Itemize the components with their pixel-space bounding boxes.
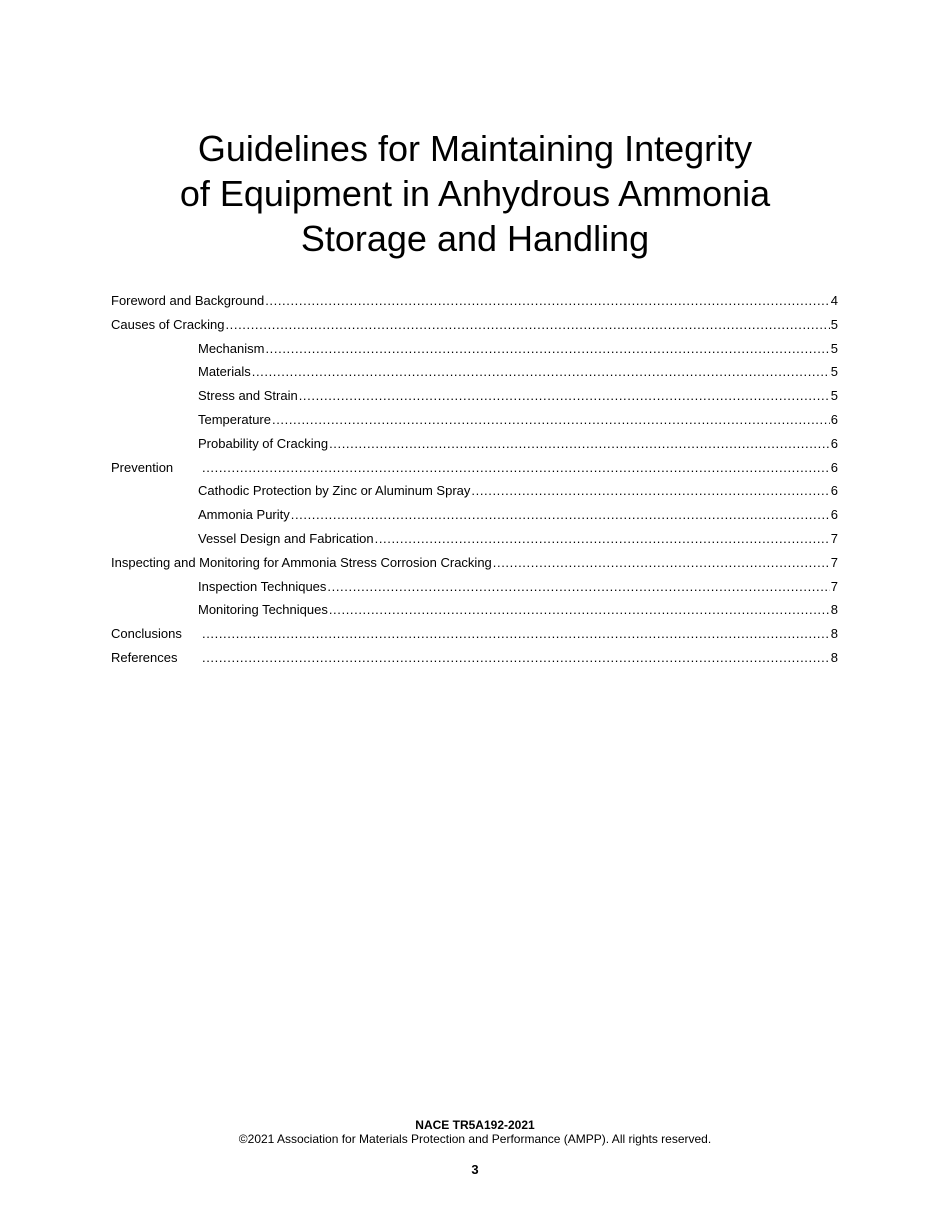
toc-entry-label: References bbox=[111, 649, 178, 665]
toc-dot-leader bbox=[327, 578, 829, 595]
document-title bbox=[0, 126, 950, 261]
toc-entry-materials[interactable] bbox=[111, 363, 838, 387]
document-id: NACE TR5A192-2021 bbox=[415, 1118, 535, 1132]
toc-dot-leader bbox=[493, 554, 830, 571]
toc-entry-label: Stress and Strain bbox=[198, 388, 298, 404]
toc-dot-leader bbox=[225, 316, 829, 333]
toc-entry-label: Monitoring Techniques bbox=[198, 602, 328, 618]
toc-entry-page: 8 bbox=[830, 649, 838, 665]
toc-entry-label: Causes of Cracking bbox=[111, 316, 225, 332]
toc-entry-page: 6 bbox=[830, 435, 838, 451]
toc-entry-monitoring-techniques[interactable] bbox=[111, 601, 838, 625]
toc-dot-leader bbox=[291, 506, 830, 523]
toc-entry-probability-of-cracking[interactable] bbox=[111, 435, 838, 459]
toc-entry-label: Prevention bbox=[111, 459, 174, 475]
toc-entry-label: Mechanism bbox=[198, 340, 265, 356]
toc-entry-page: 8 bbox=[830, 602, 838, 618]
toc-entry-page: 6 bbox=[830, 507, 838, 523]
toc-entry-label: Temperature bbox=[198, 411, 271, 427]
toc-dot-leader bbox=[471, 482, 829, 499]
toc-entry-page: 7 bbox=[830, 554, 838, 570]
toc-entry-foreword[interactable] bbox=[111, 292, 838, 316]
toc-entry-page: 7 bbox=[830, 530, 838, 546]
toc-entry-page: 5 bbox=[830, 388, 838, 404]
toc-entry-page: 7 bbox=[830, 578, 838, 594]
toc-entry-page: 8 bbox=[830, 626, 838, 642]
toc-entry-inspecting-and-monitoring[interactable] bbox=[111, 554, 838, 578]
toc-entry-inspection-techniques[interactable] bbox=[111, 578, 838, 602]
toc-entry-page: 5 bbox=[830, 340, 838, 356]
toc-entry-label: Inspection Techniques bbox=[198, 578, 327, 594]
toc-entry-page: 6 bbox=[830, 459, 838, 475]
title-line-2: of Equipment in Anhydrous Ammonia bbox=[179, 173, 771, 214]
toc-entry-label: Foreword and Background bbox=[111, 293, 265, 308]
toc-entry-label: Materials bbox=[198, 364, 251, 380]
toc-entry-vessel-design[interactable] bbox=[111, 530, 838, 554]
toc-entry-conclusions[interactable] bbox=[111, 625, 838, 649]
toc-dot-leader bbox=[202, 625, 830, 642]
page-footer bbox=[0, 1118, 950, 1177]
toc-entry-page: 6 bbox=[830, 483, 838, 499]
page-number: 3 bbox=[471, 1162, 479, 1177]
toc-dot-leader bbox=[252, 363, 830, 380]
toc-entry-ammonia-purity[interactable] bbox=[111, 506, 838, 530]
toc-entry-label: Vessel Design and Fabrication bbox=[198, 530, 374, 546]
toc-dot-leader bbox=[375, 530, 830, 547]
toc-dot-leader bbox=[272, 411, 830, 428]
toc-entry-label: Conclusions bbox=[111, 626, 182, 642]
copyright-notice: ©2021 Association for Materials Protection and Performance (AMPP). All rights reserved. bbox=[238, 1132, 712, 1146]
toc-dot-leader bbox=[202, 649, 830, 666]
toc-entry-label: Cathodic Protection by Zinc or Aluminum Spray bbox=[198, 483, 471, 499]
toc-entry-label: Inspecting and Monitoring for Ammonia Stress Corrosion Cracking bbox=[111, 554, 492, 570]
toc-entry-page: 6 bbox=[830, 411, 838, 427]
toc-dot-leader bbox=[202, 459, 830, 476]
toc-entry-label: Probability of Cracking bbox=[198, 435, 329, 451]
toc-entry-references[interactable] bbox=[111, 649, 838, 673]
title-line-3: Storage and Handling bbox=[300, 218, 650, 259]
toc-entry-page: 4 bbox=[830, 293, 838, 308]
toc-dot-leader bbox=[265, 292, 830, 309]
toc-entry-cathodic-protection[interactable] bbox=[111, 482, 838, 506]
title-line-1: Guidelines for Maintaining Integrity bbox=[197, 128, 753, 169]
toc-entry-page: 5 bbox=[830, 316, 838, 332]
toc-entry-causes-of-cracking[interactable] bbox=[111, 316, 838, 340]
table-of-contents bbox=[111, 292, 838, 673]
toc-dot-leader bbox=[329, 601, 830, 618]
toc-entry-prevention[interactable] bbox=[111, 459, 838, 483]
toc-entry-page: 5 bbox=[830, 364, 838, 380]
toc-dot-leader bbox=[299, 387, 830, 404]
toc-entry-label: Ammonia Purity bbox=[198, 507, 290, 523]
toc-entry-temperature[interactable] bbox=[111, 411, 838, 435]
toc-entry-stress-and-strain[interactable] bbox=[111, 387, 838, 411]
toc-dot-leader bbox=[329, 435, 830, 452]
toc-dot-leader bbox=[265, 340, 829, 357]
toc-entry-mechanism[interactable] bbox=[111, 340, 838, 364]
